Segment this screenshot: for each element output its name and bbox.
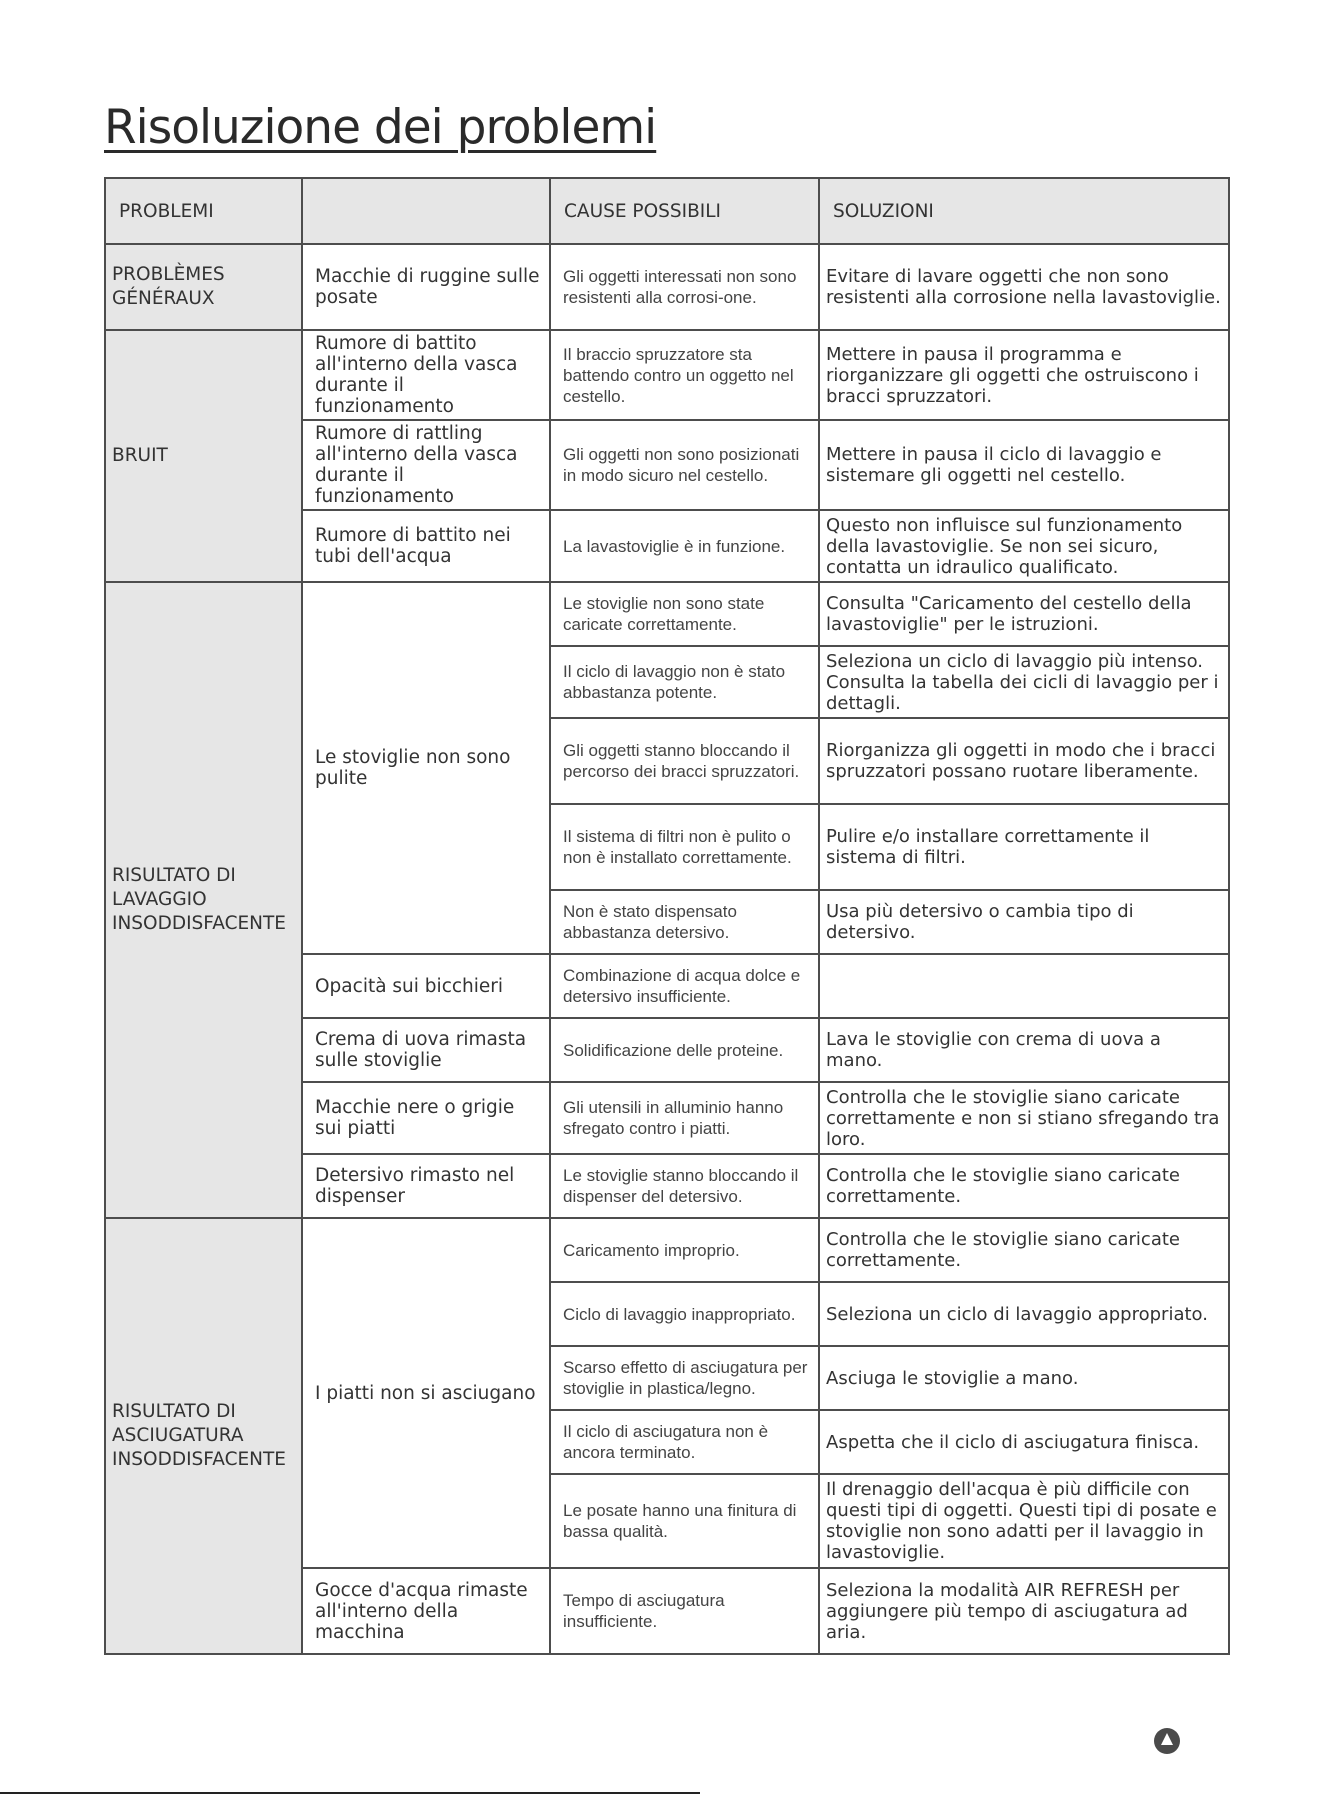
cause-cell: Tempo di asciugatura insufficiente. [550, 1568, 819, 1654]
problem-cell: I piatti non si asciugano [302, 1218, 550, 1568]
header-problems: PROBLEMI [105, 178, 302, 244]
problem-cell: Macchie di ruggine sulle posate [302, 244, 550, 330]
cause-cell: Gli oggetti interessati non sono resistenti alla corrosi-one. [550, 244, 819, 330]
solution-cell: Mettere in pausa il ciclo di lavaggio e sistemare gli oggetti nel cestello. [819, 420, 1229, 510]
cause-cell: Caricamento improprio. [550, 1218, 819, 1282]
category-cell: PROBLÈMES GÉNÉRAUX [105, 244, 302, 330]
cause-cell: Gli utensili in alluminio hanno sfregato contro i piatti. [550, 1082, 819, 1154]
table-body [105, 244, 1229, 1654]
problem-cell: Le stoviglie non sono pulite [302, 582, 550, 954]
cause-cell: Le posate hanno una finitura di bassa qualità. [550, 1474, 819, 1568]
solution-cell: Lava le stoviglie con crema di uova a mano. [819, 1018, 1229, 1082]
cause-cell: Il braccio spruzzatore sta battendo contro un oggetto nel cestello. [550, 330, 819, 420]
page-title: Risoluzione dei problemi [104, 100, 657, 155]
cause-cell: Gli oggetti stanno bloccando il percorso dei bracci spruzzatori. [550, 718, 819, 804]
cause-cell: Il ciclo di lavaggio non è stato abbastanza potente. [550, 646, 819, 718]
cause-cell: Ciclo di lavaggio inappropriato. [550, 1282, 819, 1346]
problem-cell: Detersivo rimasto nel dispenser [302, 1154, 550, 1218]
problem-cell: Rumore di battito all'interno della vasca durante il funzionamento [302, 330, 550, 420]
brand-logo-icon [1154, 1728, 1180, 1754]
problem-cell: Rumore di battito nei tubi dell'acqua [302, 510, 550, 582]
cause-cell: Combinazione di acqua dolce e detersivo insufficiente. [550, 954, 819, 1018]
table-row [105, 1218, 1229, 1282]
solution-cell: Asciuga le stoviglie a mano. [819, 1346, 1229, 1410]
solution-cell: Riorganizza gli oggetti in modo che i bracci spruzzatori possano ruotare liberamente. [819, 718, 1229, 804]
cause-cell: Solidificazione delle proteine. [550, 1018, 819, 1082]
category-cell: RISULTATO DI LAVAGGIO INSODDISFACENTE [105, 582, 302, 1218]
cause-cell: Le stoviglie non sono state caricate correttamente. [550, 582, 819, 646]
problem-cell: Opacità sui bicchieri [302, 954, 550, 1018]
cause-cell: Il ciclo di asciugatura non è ancora terminato. [550, 1410, 819, 1474]
footer-divider [0, 1792, 700, 1794]
table-row [105, 582, 1229, 646]
solution-cell [819, 954, 1229, 1018]
solution-cell: Questo non influisce sul funzionamento della lavastoviglie. Se non sei sicuro, contatta un idraulico qualificato. [819, 510, 1229, 582]
solution-cell: Controlla che le stoviglie siano caricate correttamente e non si stiano sfregando tra loro. [819, 1082, 1229, 1154]
solution-cell: Consulta "Caricamento del cestello della lavastoviglie" per le istruzioni. [819, 582, 1229, 646]
solution-cell: Evitare di lavare oggetti che non sono resistenti alla corrosione nella lavastoviglie. [819, 244, 1229, 330]
solution-cell: Aspetta che il ciclo di asciugatura finisca. [819, 1410, 1229, 1474]
table-header [105, 178, 1229, 244]
solution-cell: Seleziona un ciclo di lavaggio appropriato. [819, 1282, 1229, 1346]
problem-cell: Gocce d'acqua rimaste all'interno della macchina [302, 1568, 550, 1654]
problem-cell: Macchie nere o grigie sui piatti [302, 1082, 550, 1154]
cause-cell: Non è stato dispensato abbastanza detersivo. [550, 890, 819, 954]
problem-cell: Crema di uova rimasta sulle stoviglie [302, 1018, 550, 1082]
cause-cell: Il sistema di filtri non è pulito o non è installato correttamente. [550, 804, 819, 890]
header-row [105, 178, 1229, 244]
table-row [105, 244, 1229, 330]
table-row [105, 330, 1229, 420]
troubleshooting-table [104, 177, 1230, 1655]
category-cell: BRUIT [105, 330, 302, 582]
problem-cell: Rumore di rattling all'interno della vasca durante il funzionamento [302, 420, 550, 510]
solution-cell: Controlla che le stoviglie siano caricate correttamente. [819, 1218, 1229, 1282]
solution-cell: Seleziona la modalità AIR REFRESH per aggiungere più tempo di asciugatura ad aria. [819, 1568, 1229, 1654]
solution-cell: Usa più detersivo o cambia tipo di detersivo. [819, 890, 1229, 954]
cause-cell: Gli oggetti non sono posizionati in modo sicuro nel cestello. [550, 420, 819, 510]
cause-cell: Scarso effetto di asciugatura per stoviglie in plastica/legno. [550, 1346, 819, 1410]
solution-cell: Pulire e/o installare correttamente il sistema di filtri. [819, 804, 1229, 890]
cause-cell: La lavastoviglie è in funzione. [550, 510, 819, 582]
header-subproblem [302, 178, 550, 244]
header-solutions: SOLUZIONI [819, 178, 1229, 244]
solution-cell: Controlla che le stoviglie siano caricate correttamente. [819, 1154, 1229, 1218]
solution-cell: Mettere in pausa il programma e riorganizzare gli oggetti che ostruiscono i bracci spruzzatori. [819, 330, 1229, 420]
solution-cell: Seleziona un ciclo di lavaggio più intenso. Consulta la tabella dei cicli di lavaggio per i dettagli. [819, 646, 1229, 718]
header-causes: CAUSE POSSIBILI [550, 178, 819, 244]
solution-cell: Il drenaggio dell'acqua è più difficile con questi tipi di oggetti. Questi tipi di posate e stoviglie non sono adatti per il lavaggio in lavastoviglie. [819, 1474, 1229, 1568]
category-cell: RISULTATO DI ASCIUGATURA INSODDISFACENTE [105, 1218, 302, 1654]
cause-cell: Le stoviglie stanno bloccando il dispenser del detersivo. [550, 1154, 819, 1218]
